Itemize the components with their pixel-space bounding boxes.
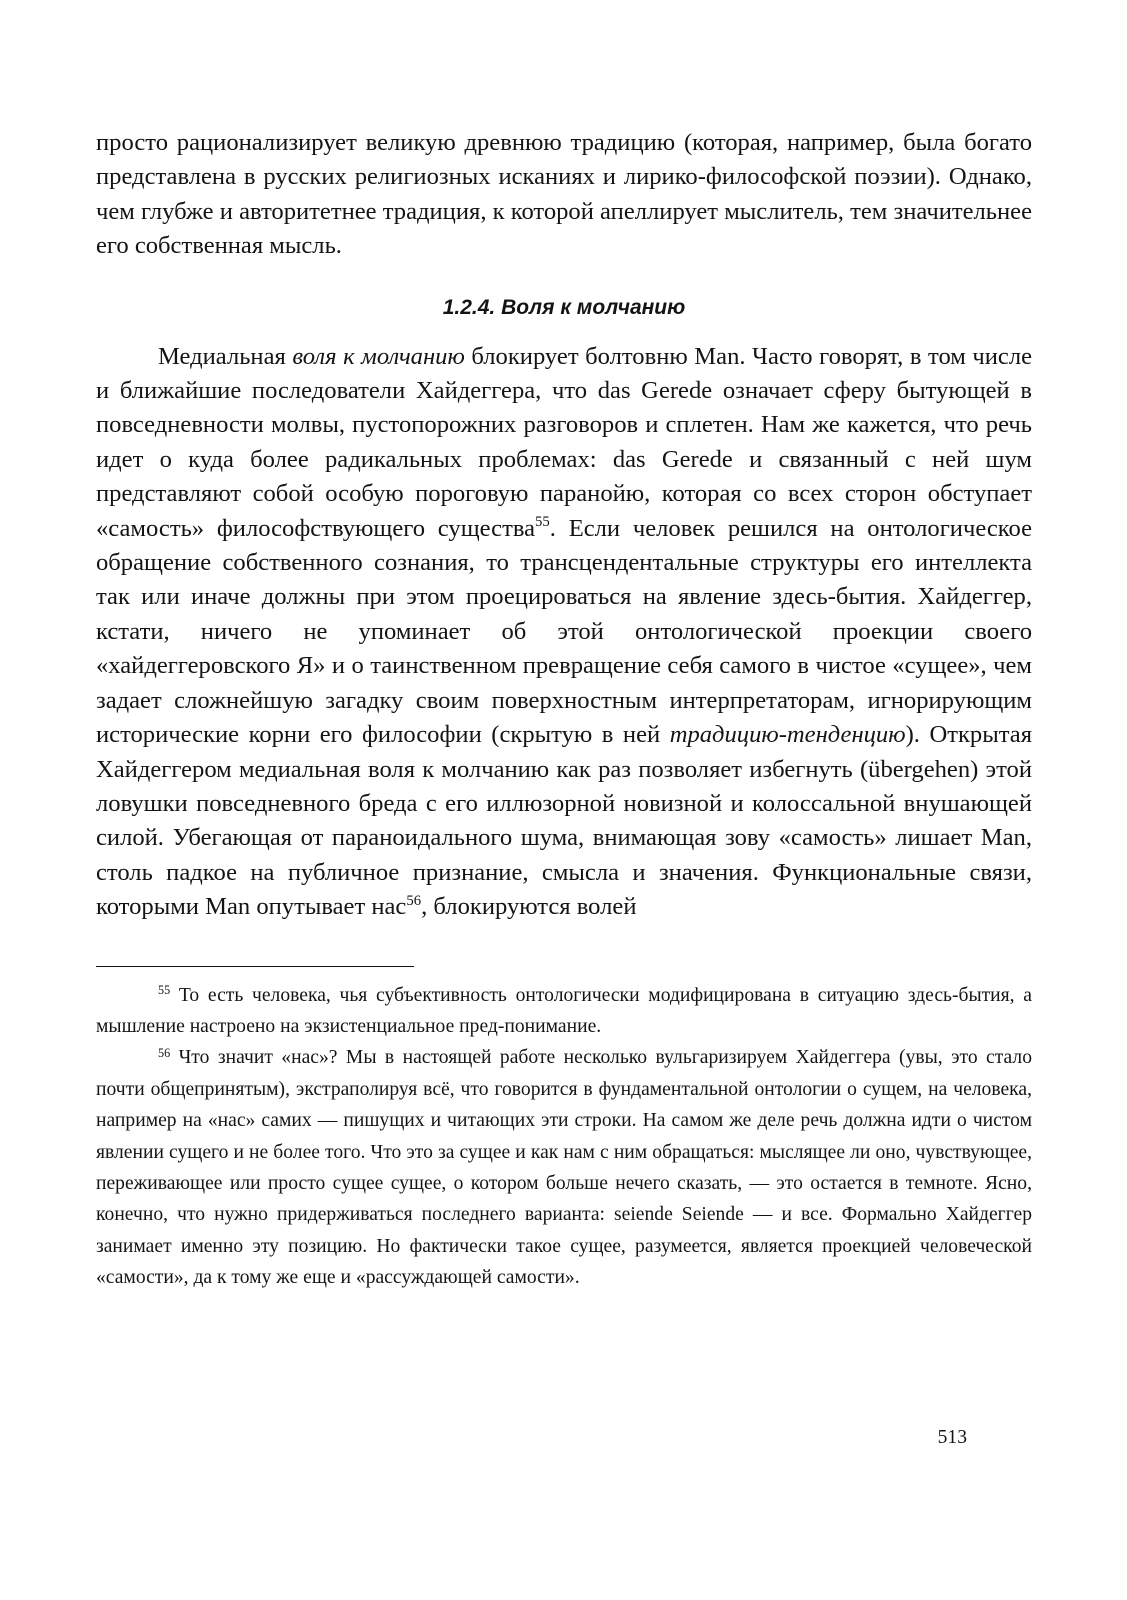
- page-body: [96, 126, 1032, 1294]
- section-heading: 1.2.4. Воля к молчанию: [442, 295, 686, 319]
- intro-paragraph: просто рационализирует великую древнюю традицию (которая, например, была богато представлена в русских религиозных исканиях и лирико-философской поэзии). Однако, чем глубже и авторитетнее традиция, к которой апеллирует мыслитель, тем значительнее его собственная мысль.: [96, 129, 1032, 260]
- page-number: 513: [937, 1427, 967, 1448]
- footnote-ref-56[interactable]: 56: [406, 892, 422, 909]
- italic-phrase: воля к молчанию: [292, 342, 465, 370]
- main-paragraph: Медиальная воля к молчанию блокирует болтовню Man. Часто говорят, в том числе и ближайшие последователи Хайдеггера, что das Gerede означает сферу бытующей в повседневности молвы, пустопорожних разговоров и сплетен. Нам же кажется, что речь идет о куда более радикальных проблемах: das Gerede и связанный с ней шум представляют собой особую пороговую паранойю, которая со всех сторон обступает «самость» философствующего существа$^{55}$. Если человек решился на онтологическое обращение собственного сознания, то трансцендентальные структуры его интеллекта так или иначе должны при этом проецироваться на явление здесь-бытия. Хайдеггер, кстати, ничего не упоминает об этой онтологической проекции своего «хайдеггеровского Я» и о таинственном превращение себя самого в чистое «сущее», чем задает сложнейшую загадку своим поверхностным интерпретаторам, игнорирующим исторические корни его философии (скрытую в ней традицию-тенденцию). Открытая Хайдеггером медиальная воля к молчанию как раз позволяет избегнуть (übergehen) этой ловушки повседневного бреда с его иллюзорной новизной и колоссальной внушающей силой. Убегающая от параноидального шума, внимающая зову «самость» лишает Man, столь падкое на публичное признание, смысла и значения. Функциональные связи, которыми Man опутывает нас$^{56}$, блокируются волей: [96, 342, 1033, 921]
- footnote-text: То есть человека, чья субъективность онтологически модифицирована в ситуацию здесь-бытия, а мышление настроено на экзистенциальное пред-понимание.: [96, 984, 1032, 1037]
- footnote-ref-55[interactable]: 55: [535, 514, 550, 531]
- italic-phrase: традицию-тенденцию: [669, 721, 906, 749]
- footnote-55: [96, 980, 1032, 1043]
- footnote-text: Что значит «нас»? Мы в настоящей работе несколько вульгаризируем Хайдеггера (увы, это стало почти общепринятым), экстраполируя всё, что говорится в фундаментальной онтологии о сущем, на человека, например на «нас» самих — пишущих и читающих эти строки. На самом же деле речь должна идти о чистом явлении сущего и не более того. Что это за сущее и как нам с ним обращаться: мыслящее ли оно, чувствующее, переживающее или просто сущее сущее, о котором больше нечего сказать, — это остается в темноте. Ясно, конечно, что нужно придерживаться последнего варианта: seiende Seiende — и все. Формально Хайдеггер занимает именно эту позицию. Но фактически такое сущее, разумеется, является проекцией человеческой «самости», да к тому же еще и «рассуждающей самости».: [96, 1047, 1032, 1289]
- footnote-separator: [96, 966, 414, 967]
- footnote-number: 55: [158, 982, 171, 997]
- footnote-56: [96, 1042, 1032, 1293]
- footnote-number: 56: [158, 1045, 171, 1060]
